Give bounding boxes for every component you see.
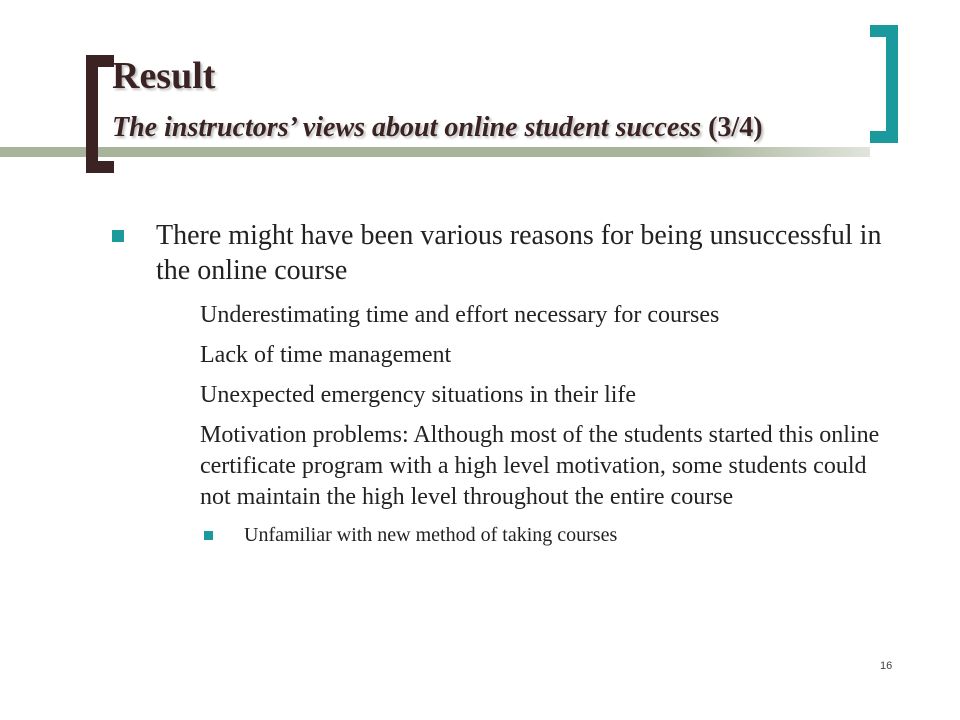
bullet-text: Unfamiliar with new method of taking courses	[244, 524, 618, 546]
slide-content	[110, 218, 900, 548]
bullet-text: There might have been various reasons for being unsuccessful in the online course	[156, 220, 882, 286]
bullet-text: Lack of time management	[200, 342, 452, 368]
title-underline-bar	[0, 147, 870, 157]
subtitle-italic: The instructors’ views about online student success	[112, 112, 702, 143]
bullet-text: Unexpected emergency situations in their life	[200, 382, 637, 408]
right-bracket-decoration	[870, 25, 898, 143]
slide-title: Result	[112, 55, 216, 97]
bullet-level-1	[110, 218, 900, 288]
slide-subtitle	[112, 112, 763, 144]
bullet-level-2	[110, 340, 900, 371]
page-number: 16	[880, 660, 893, 672]
bullet-level-2	[110, 300, 900, 331]
left-bracket-decoration	[86, 55, 114, 173]
bullet-text: Motivation problems: Although most of the students started this online certificate program with a high level motivation, some students could not maintain the high level throughout the entire course	[200, 422, 880, 510]
square-bullet-icon	[112, 230, 124, 242]
square-bullet-icon	[204, 531, 213, 540]
bullet-text: Underestimating time and effort necessary for courses	[200, 302, 720, 328]
bullet-level-2	[110, 380, 900, 411]
bullet-level-2	[110, 420, 900, 513]
bullet-level-3	[110, 522, 900, 548]
subtitle-suffix: (3/4)	[701, 112, 763, 143]
